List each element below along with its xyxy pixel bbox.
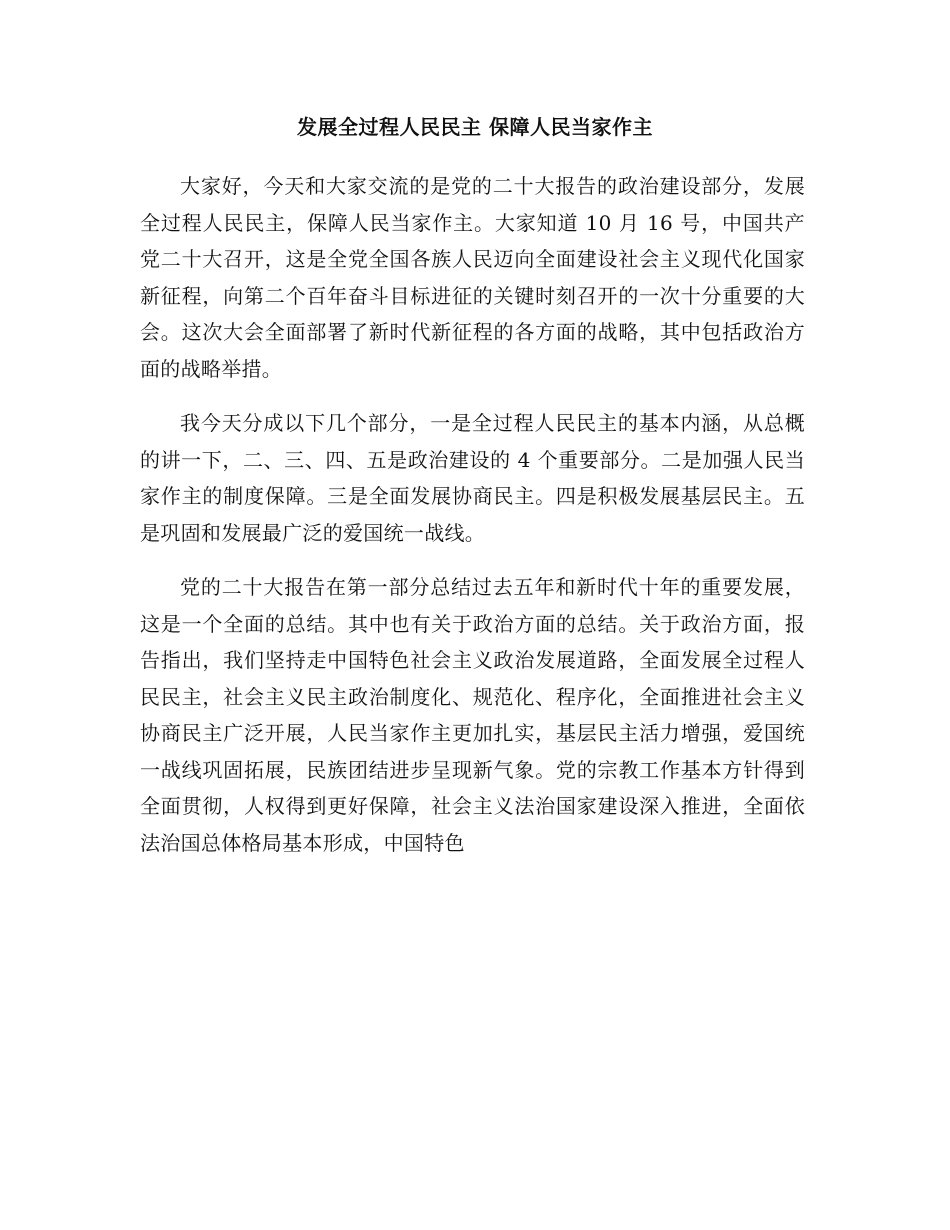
- paragraph-summary: 党的二十大报告在第一部分总结过去五年和新时代十年的重要发展，这是一个全面的总结。其中也有关于政治方面的总结。关于政治方面，报告指出，我们坚持走中国特色社会主义政治发展道路，全面发展全过程人民民主，社会主义民主政治制度化、规范化、程序化，全面推进社会主义协商民主广泛开展，人民当家作主更加扎实，基层民主活力增强，爱国统一战线巩固拓展，民族团结进步呈现新气象。党的宗教工作基本方针得到全面贯彻，人权得到更好保障，社会主义法治国家建设深入推进，全面依法治国总体格局基本形成，中国特色: [140, 575, 805, 855]
- paragraph-outline: 我今天分成以下几个部分，一是全过程人民民主的基本内涵，从总概的讲一下，二、三、四、五是政治建设的 4 个重要部分。二是加强人民当家作主的制度保障。三是全面发展协商民主。四是积极发展基层民主。五是巩固和发展最广泛的爱国统一战线。: [140, 411, 805, 545]
- document-body: [140, 168, 805, 879]
- document-title: 发展全过程人民民主 保障人民当家作主: [297, 115, 653, 139]
- paragraph-intro: 大家好，今天和大家交流的是党的二十大报告的政治建设部分，发展全过程人民民主，保障人民当家作主。大家知道 10 月 16 号，中国共产党二十大召开，这是全党全国各族人民迈向全面建设社会主义现代化国家新征程，向第二个百年奋斗目标进征的关键时刻召开的一次十分重要的大会。这次大会全面部署了新时代新征程的各方面的战略，其中包括政治方面的战略举措。: [140, 174, 805, 381]
